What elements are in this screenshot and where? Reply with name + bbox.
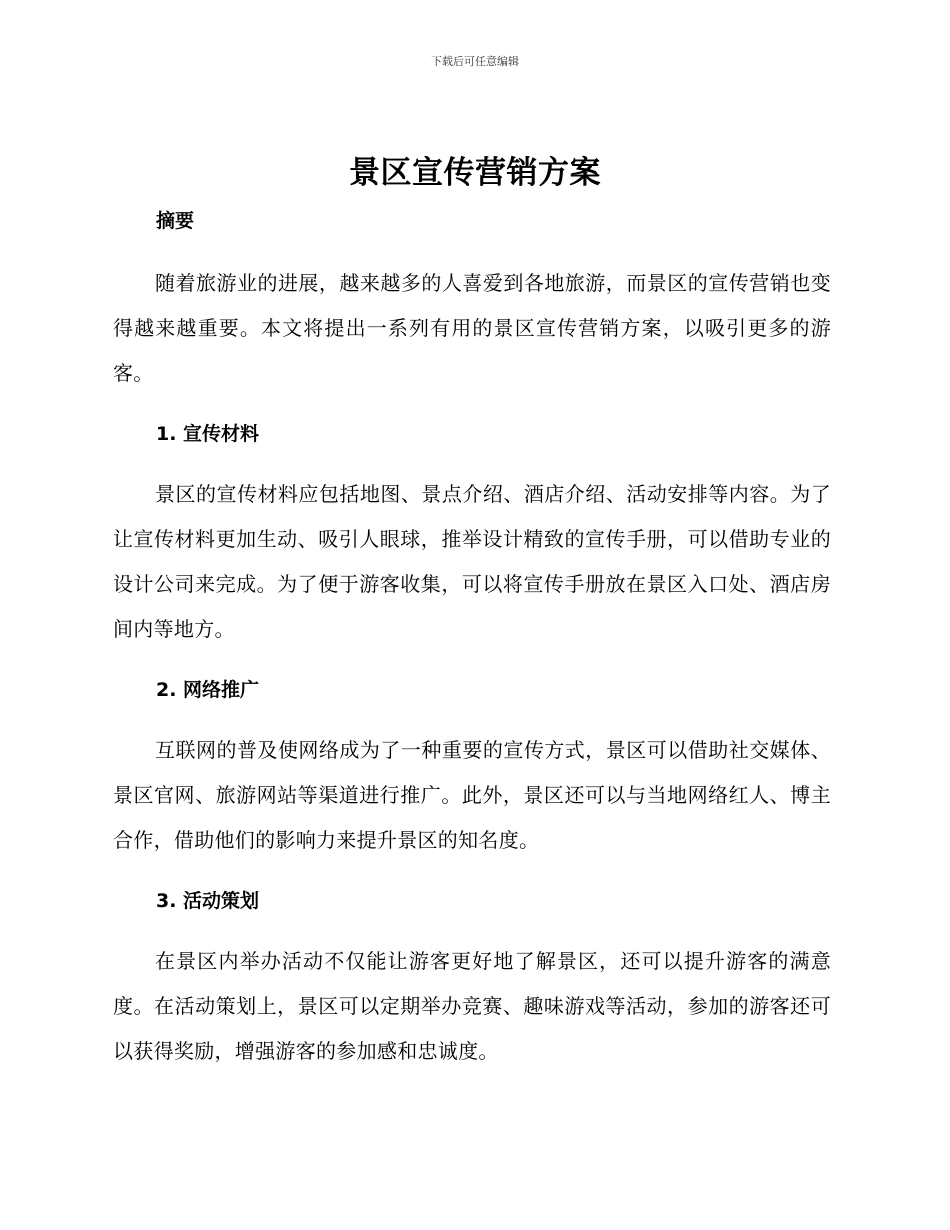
section-heading-online-promotion: 2. 网络推广	[156, 679, 260, 701]
abstract-paragraph: 随着旅游业的进展，越来越多的人喜爱到各地旅游，而景区的宣传营销也变得越来越重要。本文将提出一系列有用的景区宣传营销方案，以吸引更多的游客。	[113, 271, 831, 385]
section-paragraph-online-promotion: 互联网的普及使网络成为了一种重要的宣传方式，景区可以借助社交媒体、景区官网、旅游网站等渠道进行推广。此外，景区还可以与当地网络红人、博主合作，借助他们的影响力来提升景区的知名度。	[113, 738, 831, 852]
section-paragraph-promotional-materials: 景区的宣传材料应包括地图、景点介绍、酒店介绍、活动安排等内容。为了让宣传材料更加生动、吸引人眼球，推举设计精致的宣传手册，可以借助专业的设计公司来完成。为了便于游客收集，可以将宣传手册放在景区入口处、酒店房间内等地方。	[113, 482, 831, 641]
section-heading-promotional-materials: 1. 宣传材料	[156, 423, 260, 445]
abstract-heading: 摘要	[156, 210, 195, 232]
section-paragraph-event-planning: 在景区内举办活动不仅能让游客更好地了解景区，还可以提升游客的满意度。在活动策划上，景区可以定期举办竞赛、趣味游戏等活动，参加的游客还可以获得奖励，增强游客的参加感和忠诚度。	[113, 949, 831, 1063]
header-note: 下载后可任意编辑	[431, 55, 519, 68]
section-heading-event-planning: 3. 活动策划	[156, 890, 260, 912]
document-body	[113, 203, 831, 1074]
document-title: 景区宣传营销方案	[349, 155, 601, 191]
